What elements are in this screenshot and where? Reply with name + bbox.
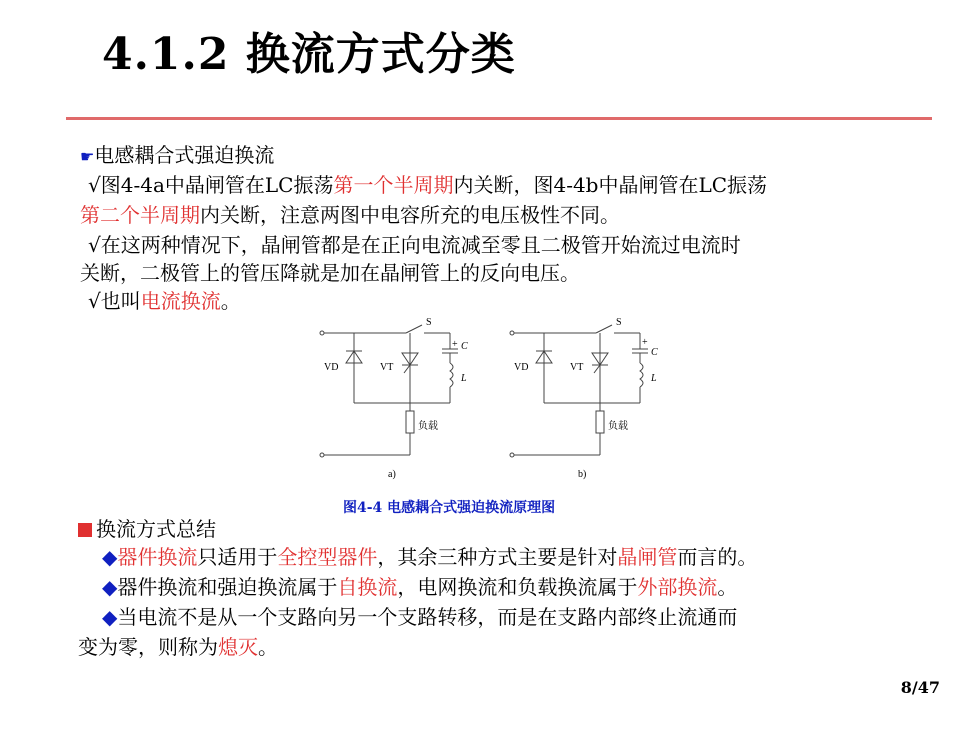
label-figure-a: a) — [388, 469, 396, 480]
label-c: C — [461, 341, 468, 352]
text-segment: 变为零，则称为 — [78, 635, 218, 659]
load-resistor — [406, 411, 414, 433]
text-segment: √图4-4a中晶闸管在LC振荡 — [88, 173, 334, 197]
highlight-text: 第一个半周期 — [333, 173, 454, 197]
highlight-text: 熄灭 — [218, 635, 258, 659]
switch-s — [406, 325, 422, 333]
text-segment: √也叫 — [88, 289, 141, 313]
label-load: 负载 — [608, 421, 628, 432]
highlight-text: 全控型器件 — [277, 545, 378, 569]
circuit-b — [510, 317, 658, 480]
section1-line1 — [88, 170, 767, 200]
section1-line5 — [88, 286, 241, 316]
text-segment: 。 — [717, 575, 738, 599]
text-segment: 。 — [220, 289, 241, 313]
summary-bullet-1 — [102, 542, 757, 572]
label-l: L — [461, 373, 467, 384]
load-resistor — [596, 411, 604, 433]
inductor-l — [450, 363, 453, 387]
section1-line3: √在这两种情况下，晶闸管都是在正向电流减至零且二极管开始流过电流时 — [88, 233, 741, 257]
label-plus: + — [642, 337, 648, 348]
highlight-text: 自换流 — [337, 575, 398, 599]
section2-heading-row — [78, 514, 216, 544]
section1-line2 — [80, 200, 620, 230]
circuit-a — [320, 317, 468, 480]
label-c: C — [651, 347, 658, 358]
text-segment: 内关断，图4-4b中晶闸管在LC振荡 — [453, 173, 768, 197]
pointing-hand-icon: ☛ — [80, 147, 95, 166]
label-plus: + — [452, 339, 458, 350]
page-number: 8/47 — [900, 678, 940, 697]
highlight-text: 外部换流 — [637, 575, 718, 599]
label-s: S — [426, 317, 432, 328]
slide-title: 4.1.2 换流方式分类 — [102, 29, 516, 80]
label-figure-b: b) — [578, 469, 587, 480]
text-segment: 只适用于 — [197, 545, 278, 569]
label-load: 负载 — [418, 421, 438, 432]
label-vd: VD — [514, 362, 529, 373]
label-l: L — [651, 373, 657, 384]
highlight-text: 第二个半周期 — [80, 203, 200, 227]
highlight-text: 器件换流 — [117, 545, 198, 569]
highlight-text: 电流换流 — [140, 289, 221, 313]
highlight-text: 晶闸管 — [617, 545, 678, 569]
section1-line4: 关断，二极管上的管压降就是加在晶闸管上的反向电压。 — [80, 261, 580, 285]
section1-heading: 电感耦合式强迫换流 — [94, 143, 275, 167]
text-segment: 而言的。 — [677, 545, 758, 569]
text-segment: 当电流不是从一个支路向另一个支路转移，而是在支路内部终止流通而 — [117, 605, 738, 629]
summary-bullet-3-cont — [78, 632, 278, 662]
label-vt: VT — [570, 362, 584, 373]
section2-heading: 换流方式总结 — [96, 517, 216, 541]
text-segment: 内关断，注意两图中电容所充的电压极性不同。 — [200, 203, 620, 227]
text-segment: 器件换流和强迫换流属于 — [117, 575, 338, 599]
text-segment: ，电网换流和负载换流属于 — [397, 575, 638, 599]
title-divider — [66, 117, 932, 120]
text-segment: 。 — [258, 635, 278, 659]
figure-caption: 图4-4 电感耦合式强迫换流原理图 — [343, 500, 556, 516]
summary-bullet-3 — [102, 602, 737, 632]
inductor-l — [640, 363, 643, 387]
section1-heading-row — [80, 140, 274, 172]
label-vd: VD — [324, 362, 339, 373]
diamond-bullet-icon: ◆ — [102, 575, 118, 599]
summary-bullet-2 — [102, 572, 737, 602]
label-vt: VT — [380, 362, 394, 373]
diamond-bullet-icon: ◆ — [102, 605, 118, 629]
red-square-bullet-icon — [78, 523, 92, 537]
diamond-bullet-icon: ◆ — [102, 545, 118, 569]
circuit-figure — [310, 315, 658, 495]
label-s: S — [616, 317, 622, 328]
text-segment: ，其余三种方式主要是针对 — [377, 545, 618, 569]
switch-s — [596, 325, 612, 333]
